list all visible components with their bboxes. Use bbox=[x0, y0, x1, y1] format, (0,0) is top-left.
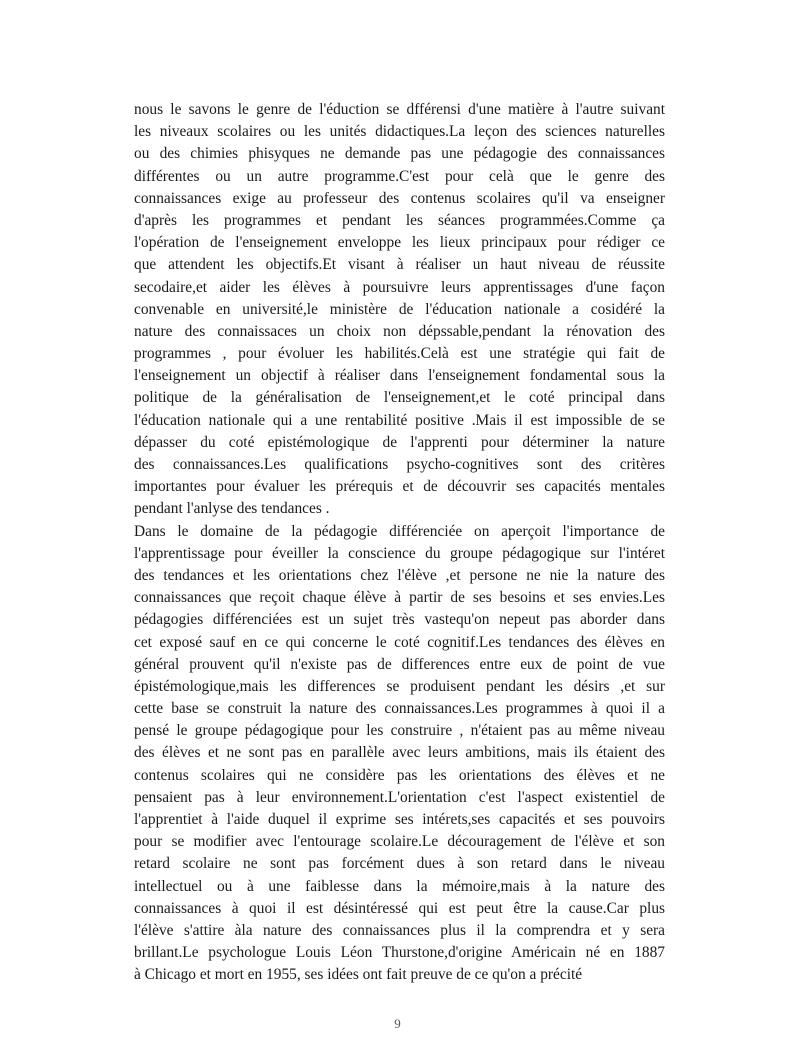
text-line: d'après les programmes et pendant les séances programmées.Comme ça bbox=[134, 211, 665, 229]
text-line: des élèves et ne sont pas en parallèle avec leurs ambitions, mais ils étaient des bbox=[134, 744, 665, 762]
text-line: nature des connaissaces un choix non dépssable,pendant la rénovation des bbox=[134, 322, 665, 340]
text-line: à Chicago et mort en 1955, ses idées ont fait preuve de ce qu'on a précité bbox=[134, 966, 583, 984]
text-line: programmes , pour évoluer les habilités.Celà est une stratégie qui fait de bbox=[134, 345, 665, 363]
text-line: connaissances que reçoit chaque élève à partir de ses besoins et ses envies.Les bbox=[134, 589, 665, 607]
text-line: Dans le domaine de la pédagogie différenciée on aperçoit l'importance de bbox=[134, 522, 665, 540]
text-line: des connaissances.Les qualifications psycho-cognitives sont des critères bbox=[134, 456, 665, 473]
text-line: importantes pour évaluer les prérequis et de découvrir ses capacités mentales bbox=[134, 478, 665, 496]
text-line: les niveaux scolaires ou les unités didactiques.La leçon des sciences naturelles bbox=[134, 123, 665, 141]
text-line: ou des chimies phisyques ne demande pas une pédagogie des connaissances bbox=[134, 145, 665, 163]
text-line: pensé le groupe pédagogique pour les construire , n'étaient pas au même niveau bbox=[134, 722, 665, 740]
text-line: convenable en université,le ministère de l'éducation nationale a cosidéré la bbox=[134, 300, 665, 318]
text-line: cette base se construit la nature des connaissances.Les programmes à quoi il a bbox=[134, 700, 665, 718]
paragraph bbox=[134, 99, 665, 521]
text-line: secodaire,et aider les élèves à poursuivre leurs apprentissages d'une façon bbox=[134, 278, 665, 296]
text-line: brillant.Le psychologue Louis Léon Thurstone,d'origine Américain né en 1887 bbox=[134, 944, 665, 962]
text-line: que attendent les objectifs.Et visant à réaliser un haut niveau de réussite bbox=[134, 256, 665, 274]
text-line: pour se modifier avec l'entourage scolaire.Le découragement de l'élève et son bbox=[134, 833, 665, 851]
text-line: l'opération de l'enseignement enveloppe les lieux principaux pour rédiger ce bbox=[134, 234, 665, 252]
text-line: connaissances à quoi il est désintéressé qui est peut être la cause.Car plus bbox=[134, 899, 665, 917]
body-text bbox=[134, 99, 665, 987]
text-line: l'enseignement un objectif à réaliser dans l'enseignement fondamental sous la bbox=[134, 367, 665, 385]
page-number: 9 bbox=[394, 1016, 401, 1031]
text-line: différentes ou un autre programme.C'est pour celà que le genre des bbox=[134, 167, 665, 185]
text-line: politique de la généralisation de l'enseignement,et le coté principal dans bbox=[134, 389, 665, 407]
text-line: cet exposé sauf en ce qui concerne le coté cognitif.Les tendances des élèves en bbox=[134, 633, 665, 651]
text-line: épistémologique,mais les differences se produisent pendant les désirs ,et sur bbox=[134, 677, 665, 695]
paragraph bbox=[134, 521, 665, 987]
text-line: l'éducation nationale qui a une rentabilité positive .Mais il est impossible de se bbox=[134, 411, 665, 429]
text-line: nous le savons le genre de l'éduction se dfférensi d'une matière à l'autre suivant bbox=[134, 101, 665, 118]
text-line: l'apprentiet à l'aide duquel il exprime ses intérets,ses capacités et ses pouvoirs bbox=[134, 811, 665, 828]
text-line: intellectuel ou à une faiblesse dans la mémoire,mais à la nature des bbox=[134, 877, 665, 895]
text-line: pendant l'anlyse des tendances . bbox=[134, 500, 330, 518]
text-line: l'élève s'attire àla nature des connaissances plus il la comprendra et y sera bbox=[134, 921, 665, 939]
text-line: l'apprentissage pour éveiller la conscience du groupe pédagogique sur l'intéret bbox=[134, 544, 665, 562]
text-line: retard scolaire ne sont pas forcément dues à son retard dans le niveau bbox=[134, 855, 665, 873]
text-line: dépasser du coté epistémologique de l'apprenti pour déterminer la nature bbox=[134, 433, 665, 451]
text-line: général prouvent qu'il n'existe pas de differences entre eux de point de vue bbox=[134, 655, 665, 673]
text-line: pédagogies différenciées est un sujet très vastequ'on nepeut pas aborder dans bbox=[134, 611, 665, 629]
text-line: connaissances exige au professeur des contenus scolaires qu'il va enseigner bbox=[134, 189, 665, 207]
text-line: des tendances et les orientations chez l'élève ,et persone ne nie la nature des bbox=[134, 566, 665, 584]
text-line: pensaient pas à leur environnement.L'orientation c'est l'aspect existentiel de bbox=[134, 788, 665, 806]
text-line: contenus scolaires qui ne considère pas les orientations des élèves et ne bbox=[134, 766, 665, 784]
